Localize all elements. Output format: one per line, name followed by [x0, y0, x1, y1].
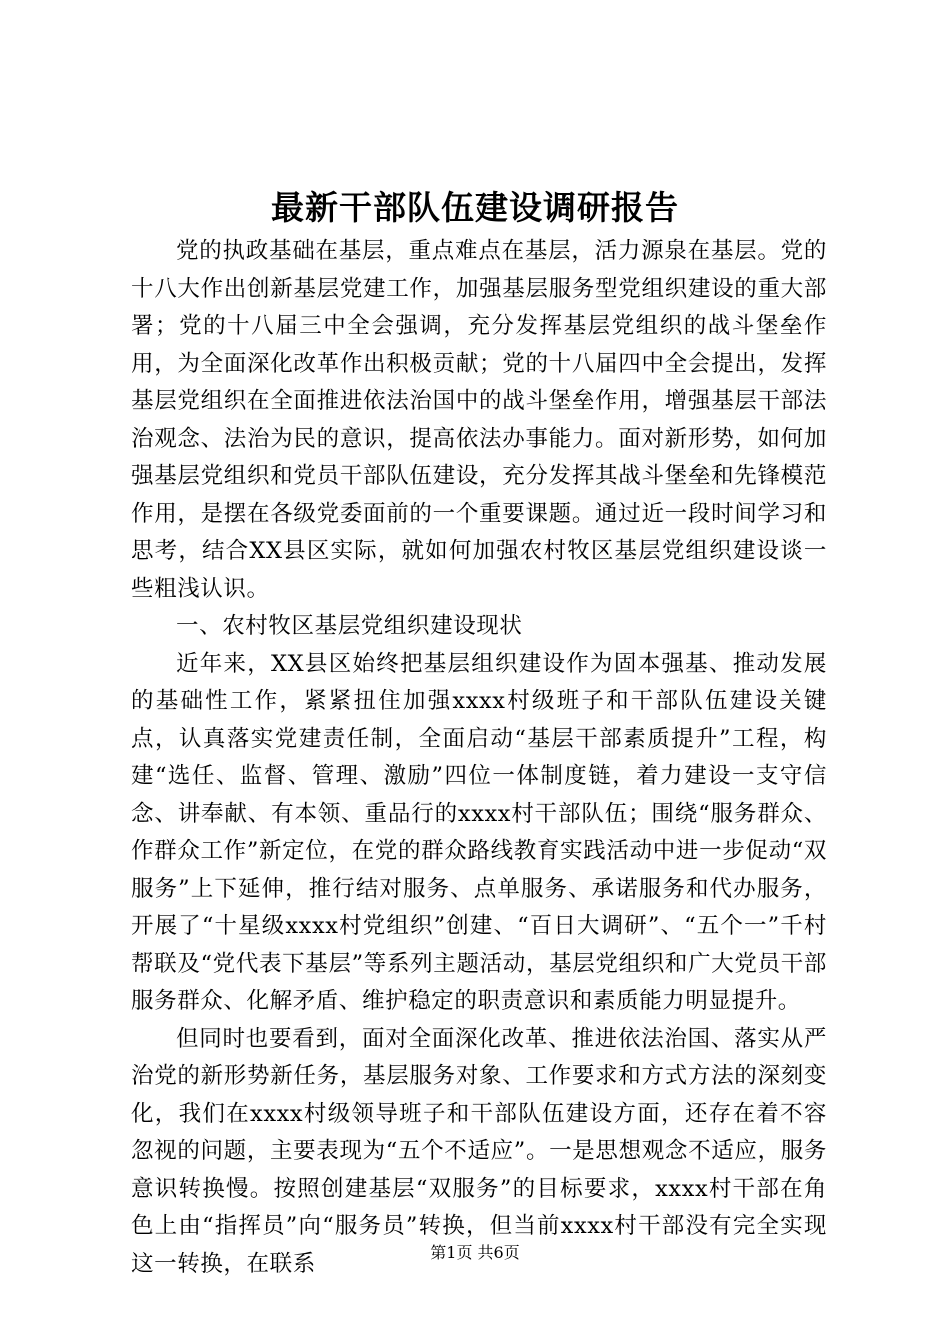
- document-body: [131, 233, 827, 1283]
- page-footer: 第1页 共6页: [430, 1243, 520, 1262]
- section-heading: 一、农村牧区基层党组织建设现状: [176, 613, 523, 639]
- paragraph-status: 近年来，XX县区始终把基层组织建设作为固本强基、推动发展的基础性工作，紧紧扭住加强xxxx村级班子和干部队伍建设关键点，认真落实党建责任制，全面启动“基层干部素质提升”工程，构建“选任、监督、管理、激励”四位一体制度链，着力建设一支守信念、讲奉献、有本领、重品行的xxxx村干部队伍；围绕“服务群众、作群众工作”新定位，在党的群众路线教育实践活动中进一步促动“双服务”上下延伸，推行结对服务、点单服务、承诺服务和代办服务，开展了“十星级xxxx村党组织”创建、“百日大调研”、“五个一”千村帮联及“党代表下基层”等系列主题活动，基层党组织和广大党员干部服务群众、化解矛盾、维护稳定的职责意识和素质能力明显提升。: [131, 650, 827, 1014]
- document-title: 最新干部队伍建设调研报告: [271, 188, 679, 227]
- paragraph-intro: 党的执政基础在基层，重点难点在基层，活力源泉在基层。党的十八大作出创新基层党建工作，加强基层服务型党组织建设的重大部署；党的十八届三中全会强调，充分发挥基层党组织的战斗堡垒作用，为全面深化改革作出积极贡献；党的十八届四中全会提出，发挥基层党组织在全面推进依法治国中的战斗堡垒作用，增强基层干部法治观念、法治为民的意识，提高依法办事能力。面对新形势，如何加强基层党组织和党员干部队伍建设，充分发挥其战斗堡垒和先锋模范作用，是摆在各级党委面前的一个重要课题。通过近一段时间学习和思考，结合XX县区实际，就如何加强农村牧区基层党组织建设谈一些粗浅认识。: [131, 238, 827, 602]
- paragraph-problems: 但同时也要看到，面对全面深化改革、推进依法治国、落实从严治党的新形势新任务，基层服务对象、工作要求和方式方法的深刻变化，我们在xxxx村级领导班子和干部队伍建设方面，还存在着不容忽视的问题，主要表现为“五个不适应”。一是思想观念不适应，服务意识转换慢。按照创建基层“双服务”的目标要求，xxxx村干部在角色上由“指挥员”向“服务员”转换，但当前xxxx村干部没有完全实现这一转换，在联系: [131, 1025, 827, 1277]
